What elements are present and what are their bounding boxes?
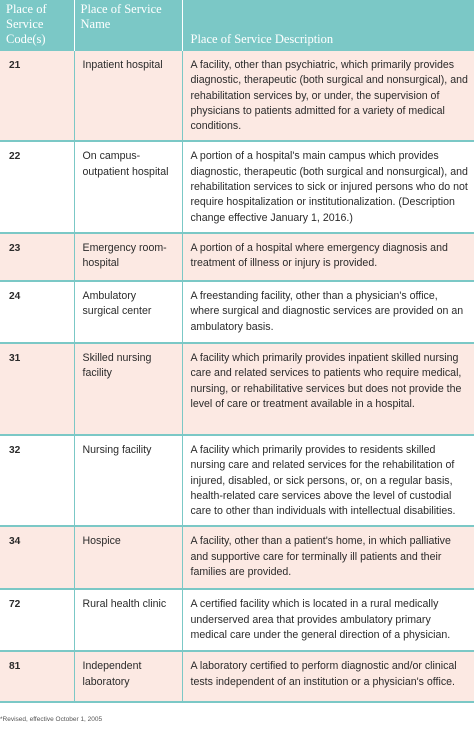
row-description: A laboratory certified to perform diagnostic and/or clinical tests independent of an institution or a physician's office. [182,651,474,702]
table-row [0,651,474,702]
row-description: A facility, other than a patient's home, in which palliative and supportive care for terminally ill patients and their families are provided. [182,526,474,589]
row-code: 32 [0,435,74,526]
row-description: A portion of a hospital where emergency diagnosis and treatment of illness or injury is provided. [182,233,474,281]
row-name: Nursing facility [74,435,182,526]
row-code: 21 [0,51,74,141]
row-description: A facility, other than psychiatric, which primarily provides diagnostic, therapeutic (both surgical and nonsurgical), and rehabilitation services by, or under, the supervision of physicians to patients admitted for a variety of medical conditions. [182,51,474,141]
table-row [0,281,474,343]
row-code: 23 [0,233,74,281]
header-code: Place of Service Code(s) [0,0,74,51]
row-code: 72 [0,589,74,651]
header-name: Place of Service Name [74,0,182,51]
row-name: Hospice [74,526,182,589]
table-row [0,233,474,281]
row-name: Emergency room-hospital [74,233,182,281]
row-description: A facility which primarily provides to residents skilled nursing care and related services for the rehabilitation of injured, disabled, or sick persons, or, on a regular basis, health-related care services above the level of custodial care to other than individuals with intellectual disabilities. [182,435,474,526]
table-body [0,51,474,702]
row-name: Ambulatory surgical center [74,281,182,343]
row-code: 81 [0,651,74,702]
table-header [0,0,474,51]
row-name: On campus-outpatient hospital [74,141,182,232]
row-name: Inpatient hospital [74,51,182,141]
table-row [0,435,474,526]
row-code: 31 [0,343,74,435]
row-code: 24 [0,281,74,343]
header-row [0,0,474,51]
row-description: A facility which primarily provides inpatient skilled nursing care and related services to patients who require medical, nursing, or rehabilitative services but does not provide the level of care or treatment available in a hospital. [182,343,474,435]
footnote: *Revised, effective October 1, 2005 [0,716,103,723]
table-row [0,589,474,651]
row-name: Independent laboratory [74,651,182,702]
row-name: Skilled nursing facility [74,343,182,435]
table-row [0,141,474,232]
header-description: Place of Service Description [182,0,474,51]
row-description: A freestanding facility, other than a physician's office, where surgical and diagnostic services are provided on an ambulatory basis. [182,281,474,343]
row-name: Rural health clinic [74,589,182,651]
table-row [0,526,474,589]
table-row [0,343,474,435]
table-row [0,51,474,141]
row-code: 22 [0,141,74,232]
row-description: A certified facility which is located in a rural medically underserved area that provides ambulatory primary medical care under the general direction of a physician. [182,589,474,651]
row-description: A portion of a hospital's main campus which provides diagnostic, therapeutic (both surgical and nonsurgical), and rehabilitation services to sick or injured persons who do not require hospitalization or institutionalization. (Description change effective January 1, 2016.) [182,141,474,232]
row-code: 34 [0,526,74,589]
